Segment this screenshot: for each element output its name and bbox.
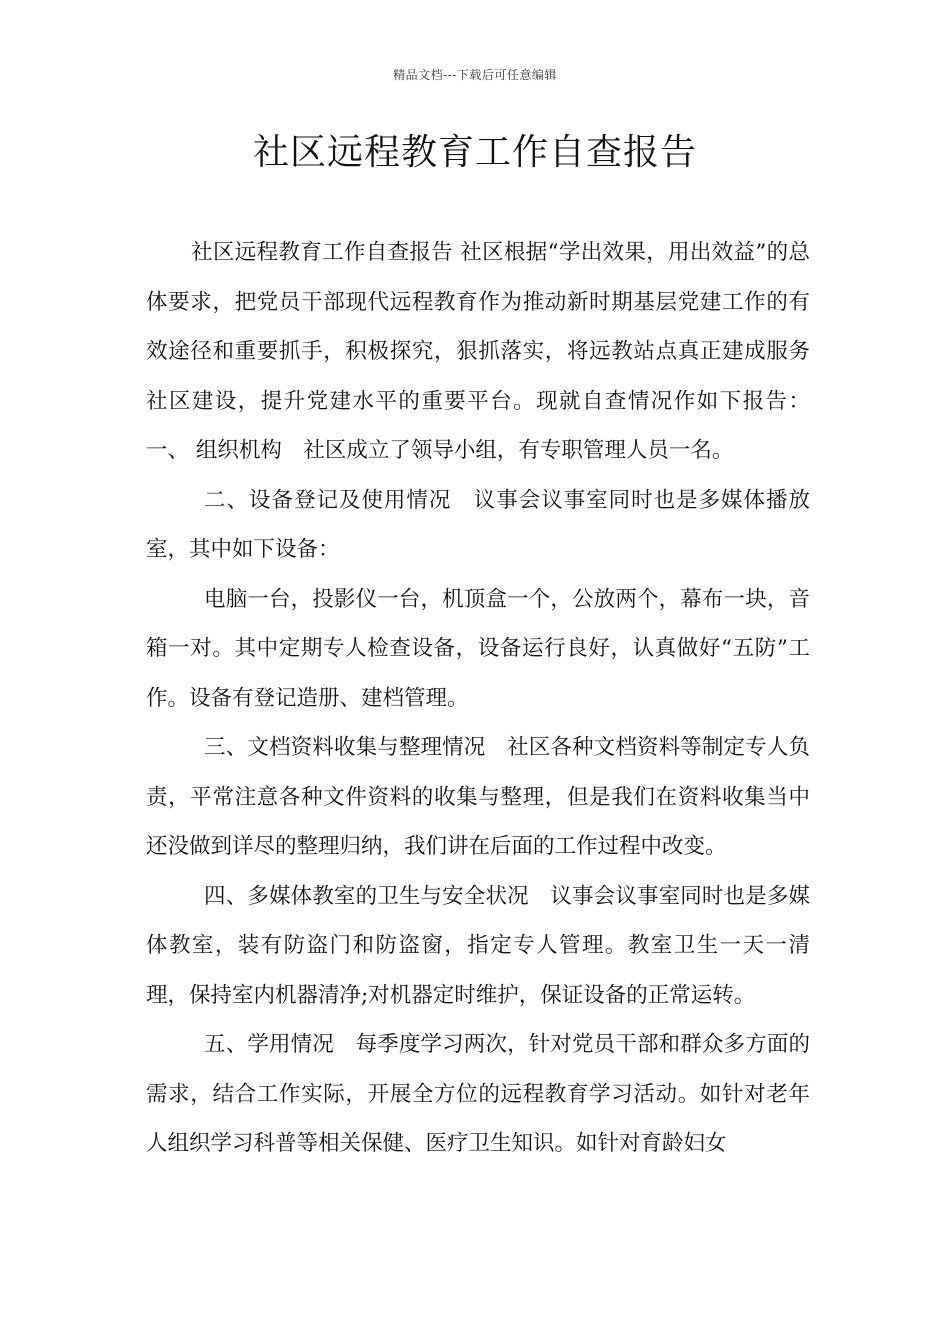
paragraph-equipment-list: 电脑一台，投影仪一台，机顶盒一个，公放两个，幕布一块，音箱一对。其中定期专人检查设备，设备运行良好，认真做好“五防”工作。设备有登记造册、建档管理。 bbox=[146, 586, 810, 711]
page-header: 精品文档---下载后可任意编辑 bbox=[393, 68, 557, 82]
paragraph-documents: 三、文档资料收集与整理情况 社区各种文档资料等制定专人负责，平常注意各种文件资料的收集与整理，但是我们在资料收集当中还没做到详尽的整理归纳，我们讲在后面的工作过程中改变。 bbox=[146, 735, 810, 859]
paragraph-classroom: 四、多媒体教室的卫生与安全状况 议事会议事室同时也是多媒体教室，装有防盗门和防盗窗，指定专人管理。教室卫生一天一清理，保持室内机器清净;对机器定时维护，保证设备的正常运转。 bbox=[146, 883, 810, 1008]
paragraph-study: 五、学用情况 每季度学习两次，针对党员干部和群众多方面的需求，结合工作实际，开展全方位的远程教育学习活动。如针对老年人组织学习科普等相关保健、医疗卫生知识。如针对育龄妇女 bbox=[146, 1032, 810, 1156]
document-body bbox=[146, 228, 810, 1169]
paragraph-equipment: 二、设备登记及使用情况 议事会议事室同时也是多媒体播放室，其中如下设备： bbox=[146, 487, 810, 562]
document-title: 社区远程教育工作自查报告 bbox=[252, 132, 697, 173]
paragraph-intro: 社区远程教育工作自查报告 社区根据“学出效果，用出效益”的总体要求，把党员干部现代远程教育作为推动新时期基层党建工作的有效途径和重要抓手，积极探究，狠抓落实，将远教站点真正建成服务社区建设，提升党建水平的重要平台。现就自查情况作如下报告： 一、 组织机构 社区成立了领导小组，有专职管理人员一名。 bbox=[146, 240, 810, 463]
